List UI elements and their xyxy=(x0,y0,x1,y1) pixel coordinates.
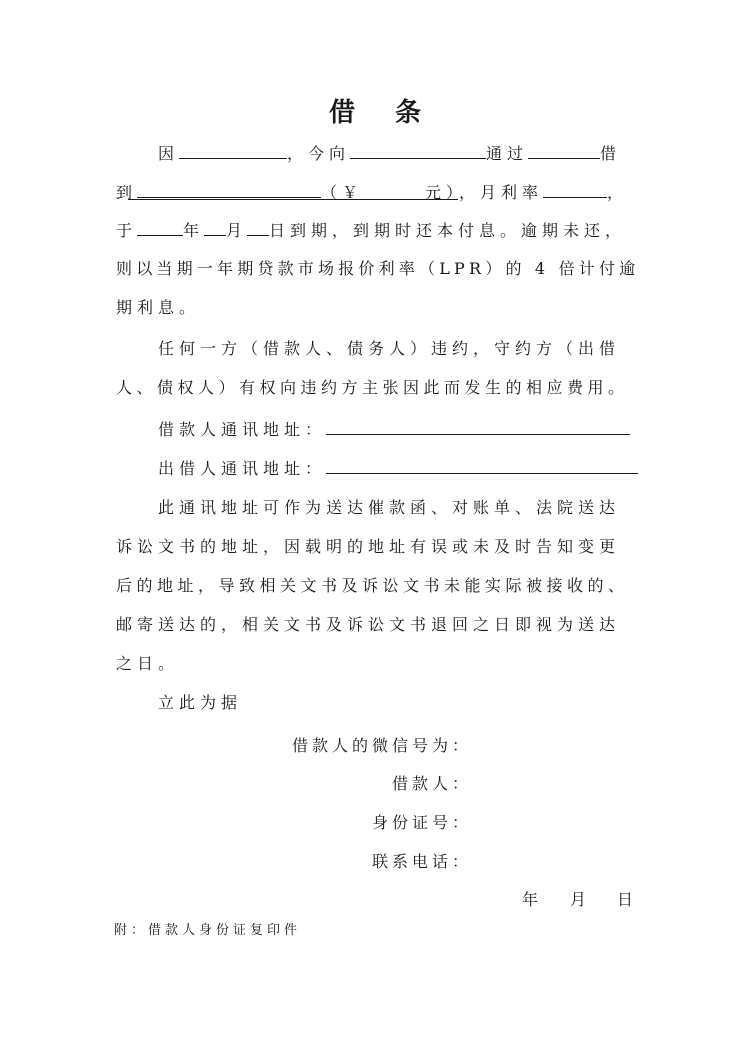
blank-amount-words[interactable] xyxy=(137,181,321,198)
para3-line1: 此通讯地址可作为送达催款函、对账单、法院送达 xyxy=(158,498,621,517)
borrower-address-field[interactable] xyxy=(326,418,630,435)
para2-line2: 人、债权人）有权向违约方主张因此而发生的相应费用。 xyxy=(116,378,629,397)
para1-line3 xyxy=(116,219,626,242)
id-number-label: 身份证号： xyxy=(371,813,472,832)
para1-line2 xyxy=(116,181,628,204)
date-day: 日 xyxy=(617,890,639,909)
closing-text: 立此为据 xyxy=(158,693,243,712)
text-yuan-open: （￥ xyxy=(321,183,364,202)
text-month: 月 xyxy=(226,221,248,240)
blank-lender[interactable] xyxy=(350,142,486,159)
text-cause: 因 xyxy=(158,144,180,163)
date-month: 月 xyxy=(570,890,592,909)
para3-line3: 后的地址，导致相关文书及诉讼文书未能实际被接收的、 xyxy=(116,576,629,595)
lender-address-label: 出借人通讯地址： xyxy=(158,459,327,478)
para2-line1: 任何一方（借款人、债务人）违约，守约方（出借 xyxy=(158,339,621,358)
text-on: 于 xyxy=(116,221,138,240)
borrower-address-label: 借款人通讯地址： xyxy=(158,420,327,439)
para3-line4: 邮寄送达的，相关文书及诉讼文书退回之日即视为送达 xyxy=(116,615,621,634)
wechat-label: 借款人的微信号为： xyxy=(291,736,472,755)
blank-cause[interactable] xyxy=(179,142,287,159)
text-lend-to: ，今向 xyxy=(287,144,351,163)
blank-month[interactable] xyxy=(204,219,226,236)
phone-label: 联系电话： xyxy=(371,852,472,871)
text-borrow: 借 xyxy=(600,144,622,163)
para1-line1 xyxy=(158,142,621,165)
blank-monthly-rate[interactable] xyxy=(543,181,607,198)
para3-line5: 之日。 xyxy=(116,654,180,673)
text-to: 到 xyxy=(116,183,138,202)
blank-year[interactable] xyxy=(137,219,183,236)
text-year: 年 xyxy=(183,221,205,240)
amount-underline xyxy=(128,199,458,200)
blank-day[interactable] xyxy=(247,219,269,236)
date-year: 年 xyxy=(522,890,544,909)
lender-address-field[interactable] xyxy=(326,457,638,474)
text-due: 日到期，到期时还本付息。逾期未还， xyxy=(269,221,627,240)
lender-address-row xyxy=(158,457,638,480)
para1-line4: 则以当期一年期贷款市场报价利率（LPR）的 4 倍计付逾 xyxy=(116,259,640,278)
text-via: 通过 xyxy=(486,144,529,163)
document-title: 借条 xyxy=(328,98,461,128)
blank-method[interactable] xyxy=(528,142,600,159)
borrower-address-row xyxy=(158,418,630,441)
attachment-note: 附：借款人身份证复印件 xyxy=(114,923,302,938)
text-comma: ， xyxy=(607,183,629,202)
borrower-label: 借款人： xyxy=(391,774,472,793)
text-monthly-rate: 元），月利率 xyxy=(425,183,544,202)
para3-line2: 诉讼文书的地址，因载明的地址有误或未及时告知变更 xyxy=(116,537,621,556)
para1-line5: 期利息。 xyxy=(116,298,201,317)
blank-amount-number[interactable] xyxy=(363,181,425,198)
